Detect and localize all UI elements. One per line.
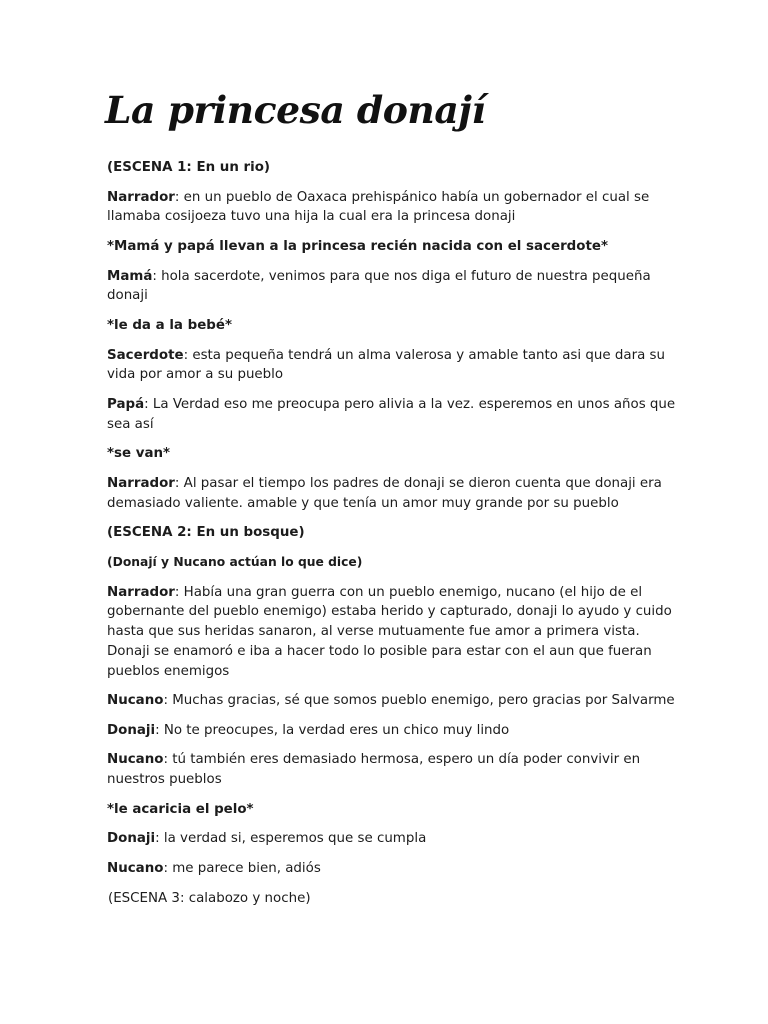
script-body (107, 158, 677, 918)
stage-direction: *le acaricia el pelo* (107, 801, 254, 817)
dialogue-text: : tú también eres demasiado hermosa, espero un día poder convivir en nuestros pueblos (107, 752, 641, 788)
dialogue-text: : Al pasar el tiempo los padres de donaji se dieron cuenta que donaji era demasiado valiente. amable y que tenía un amor muy grande por su pueblo (107, 475, 662, 511)
speaker-name: Narrador (107, 475, 175, 491)
stage-direction: *Mamá y papá llevan a la princesa recién nacida con el sacerdote* (107, 238, 608, 254)
dialogue-line (107, 859, 677, 879)
dialogue-text: : esta pequeña tendrá un alma valerosa y amable tanto asi que dara su vida por amor a su pueblo (107, 347, 665, 383)
dialogue-line (107, 395, 677, 435)
dialogue-text: : No te preocupes, la verdad eres un chico muy lindo (155, 722, 510, 738)
speaker-name: Narrador (107, 189, 175, 205)
speaker-name: Nucano (107, 752, 164, 768)
dialogue-line (107, 346, 677, 386)
speaker-name: Sacerdote (107, 347, 184, 363)
dialogue-text: : hola sacerdote, venimos para que nos diga el futuro de nuestra pequeña donaji (107, 268, 651, 304)
dialogue-line (107, 188, 677, 228)
speaker-name: Donaji (107, 722, 156, 738)
dialogue-line (107, 750, 677, 790)
dialogue-line (107, 267, 677, 307)
dialogue-line (107, 721, 677, 741)
scene-note: (Donají y Nucano actúan lo que dice) (107, 554, 363, 569)
dialogue-text: : Había una gran guerra con un pueblo enemigo, nucano (el hijo de el gobernante del pueblo enemigo) estaba herido y capturado, donaji lo ayudo y cuido hasta que sus heridas sanaron, al verse mutuamente fue amor a primera vista. Donaji se enamoró e iba a hacer todo lo posible para estar con el aun que fueran pueblos enemigos (107, 584, 672, 679)
scene-heading: (ESCENA 3: calabozo y noche) (108, 890, 311, 906)
stage-direction: *le da a la bebé* (107, 317, 232, 333)
scene-heading: (ESCENA 1: En un rio) (107, 160, 271, 175)
dialogue-text: : en un pueblo de Oaxaca prehispánico había un gobernador el cual se llamaba cosijoeza tuvo una hija la cual era la princesa donaji (107, 189, 650, 225)
dialogue-text: : La Verdad eso me preocupa pero alivia a la vez. esperemos en unos años que sea así (107, 396, 676, 432)
dialogue-line (107, 474, 677, 514)
page-title: La princesa donají (105, 88, 486, 132)
scene-heading: (ESCENA 2: En un bosque) (107, 525, 305, 541)
speaker-name: Donaji (107, 831, 156, 847)
dialogue-text: : Muchas gracias, sé que somos pueblo enemigo, pero gracias por Salvarme (163, 693, 675, 709)
speaker-name: Nucano (107, 693, 164, 709)
speaker-name: Papá (107, 396, 145, 412)
dialogue-line (107, 829, 677, 849)
dialogue-text: : la verdad si, esperemos que se cumpla (155, 831, 427, 847)
speaker-name: Nucano (107, 861, 164, 877)
dialogue-line (107, 691, 677, 711)
speaker-name: Narrador (107, 584, 175, 600)
speaker-name: Mamá (107, 268, 153, 284)
dialogue-text: : me parece bien, adiós (163, 861, 321, 877)
dialogue-line (107, 583, 677, 682)
stage-direction: *se van* (107, 446, 171, 462)
